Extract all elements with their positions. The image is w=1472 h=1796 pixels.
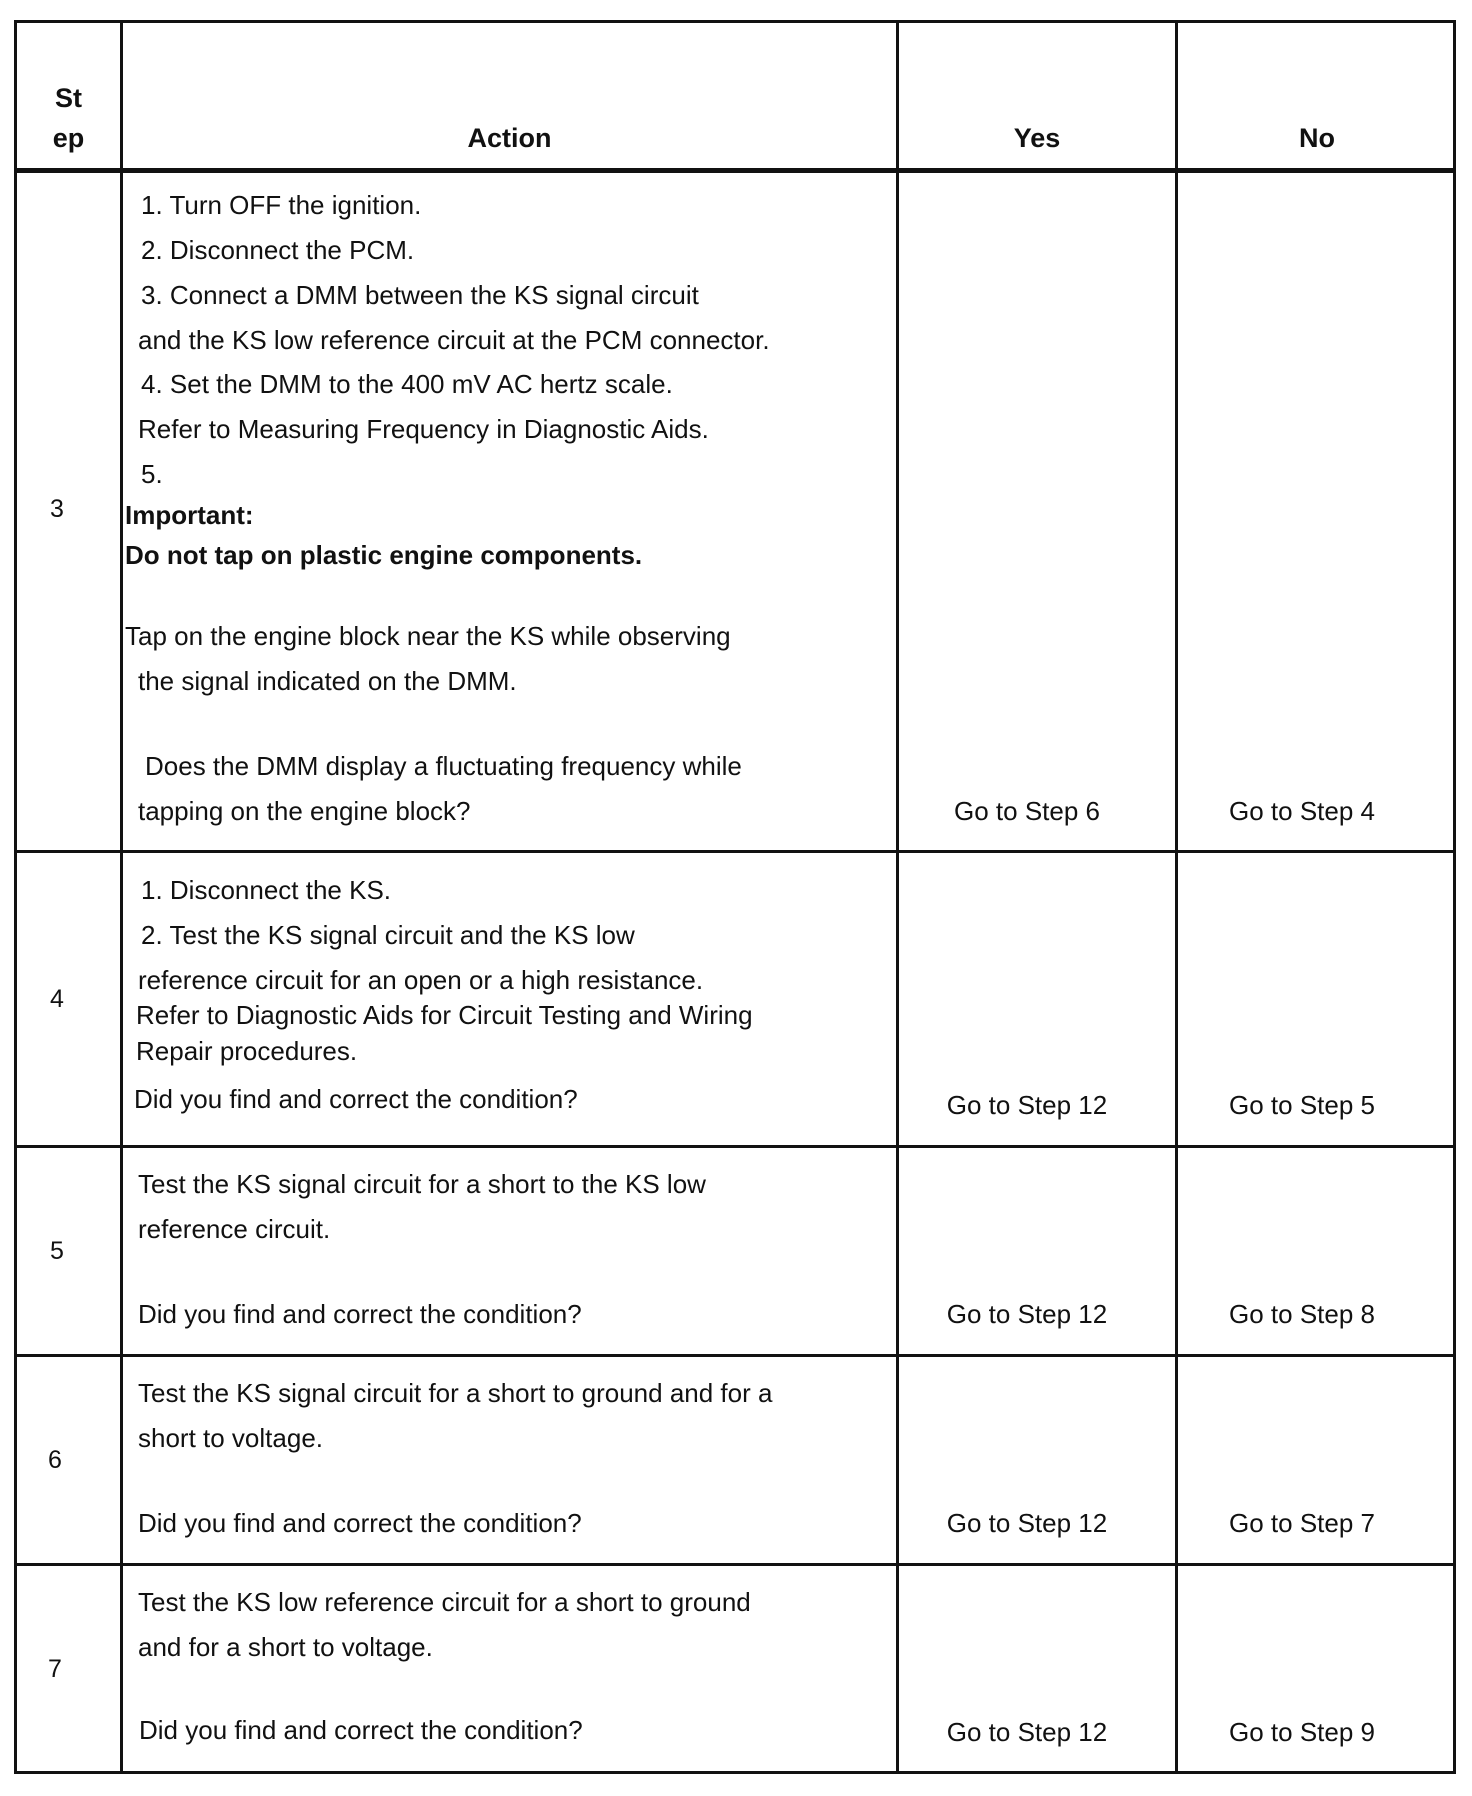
step-number: 5 bbox=[50, 1237, 64, 1265]
header-step bbox=[17, 78, 120, 158]
diagnostic-table bbox=[14, 20, 1456, 1774]
action-line: Test the KS low reference circuit for a short to ground bbox=[138, 1587, 751, 1617]
action-question: Did you find and correct the condition? bbox=[134, 1084, 578, 1114]
action-line: Repair procedures. bbox=[136, 1036, 358, 1066]
no-result: Go to Step 7 bbox=[1229, 1508, 1375, 1538]
action-line: 3. Connect a DMM between the KS signal circuit bbox=[141, 280, 699, 310]
step-number: 3 bbox=[50, 495, 64, 523]
action-line: Refer to Measuring Frequency in Diagnostic Aids. bbox=[138, 414, 709, 444]
important-note: Do not tap on plastic engine components. bbox=[125, 540, 643, 570]
important-label: Important: bbox=[125, 500, 254, 530]
header-yes: Yes bbox=[1013, 123, 1061, 153]
step-number: 7 bbox=[48, 1655, 62, 1683]
yes-result: Go to Step 12 bbox=[946, 1717, 1108, 1747]
action-line: Test the KS signal circuit for a short to ground and for a bbox=[138, 1378, 773, 1408]
action-line: Tap on the engine block near the KS while observing bbox=[125, 621, 731, 651]
action-line: the signal indicated on the DMM. bbox=[138, 666, 517, 696]
row-divider bbox=[17, 1354, 1453, 1357]
no-result: Go to Step 8 bbox=[1229, 1299, 1375, 1329]
action-line: reference circuit. bbox=[138, 1214, 331, 1244]
action-line: Test the KS signal circuit for a short to the KS low bbox=[138, 1169, 706, 1199]
header-action: Action bbox=[467, 123, 552, 153]
header-divider bbox=[17, 168, 1453, 173]
row-divider bbox=[17, 1563, 1453, 1566]
action-line: 2. Disconnect the PCM. bbox=[141, 235, 415, 265]
action-line: short to voltage. bbox=[138, 1423, 323, 1453]
yes-result: Go to Step 12 bbox=[946, 1508, 1108, 1538]
action-question: Does the DMM display a fluctuating frequency while bbox=[145, 751, 742, 781]
action-line: 1. Disconnect the KS. bbox=[141, 875, 392, 905]
no-result: Go to Step 4 bbox=[1229, 796, 1375, 826]
action-question: Did you find and correct the condition? bbox=[138, 1299, 582, 1329]
no-result: Go to Step 9 bbox=[1229, 1717, 1375, 1747]
header-step-line2: ep bbox=[52, 123, 85, 153]
yes-result: Go to Step 12 bbox=[946, 1299, 1108, 1329]
action-question: Did you find and correct the condition? bbox=[139, 1715, 583, 1745]
action-question: Did you find and correct the condition? bbox=[138, 1508, 582, 1538]
row-divider bbox=[17, 1145, 1453, 1148]
action-line: 1. Turn OFF the ignition. bbox=[141, 190, 422, 220]
step-number: 6 bbox=[48, 1446, 62, 1474]
header-step-line1: St bbox=[55, 83, 82, 113]
action-line: reference circuit for an open or a high resistance. bbox=[138, 965, 704, 995]
action-line: 4. Set the DMM to the 400 mV AC hertz scale. bbox=[141, 369, 673, 399]
yes-result: Go to Step 12 bbox=[946, 1090, 1108, 1120]
header-no: No bbox=[1299, 123, 1335, 153]
row-divider bbox=[17, 850, 1453, 853]
action-line: 2. Test the KS signal circuit and the KS low bbox=[141, 920, 635, 950]
yes-result: Go to Step 6 bbox=[954, 796, 1100, 826]
action-line: and for a short to voltage. bbox=[138, 1632, 433, 1662]
action-question: tapping on the engine block? bbox=[138, 796, 471, 826]
column-divider bbox=[120, 23, 123, 1771]
action-line: and the KS low reference circuit at the PCM connector. bbox=[138, 325, 770, 355]
no-result: Go to Step 5 bbox=[1229, 1090, 1375, 1120]
step-number: 4 bbox=[50, 985, 64, 1013]
action-line: Refer to Diagnostic Aids for Circuit Testing and Wiring bbox=[136, 1000, 753, 1030]
action-line: 5. bbox=[141, 459, 163, 489]
